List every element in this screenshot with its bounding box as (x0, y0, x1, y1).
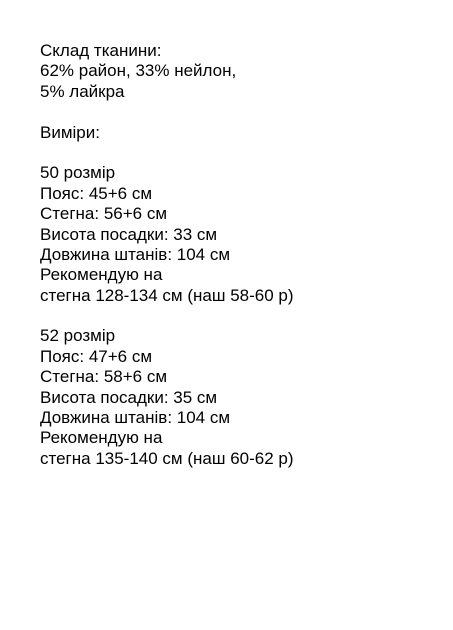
measurements-heading: Виміри: (40, 122, 100, 142)
size-50-recommend-2: стегна 128-134 см (наш 58-60 р) (40, 285, 294, 305)
size-52-rise: Висота посадки: 35 см (40, 387, 218, 407)
size-52-length: Довжина штанів: 104 см (40, 408, 231, 428)
spacer (40, 102, 440, 122)
size-50-length: Довжина штанів: 104 см (40, 244, 231, 264)
size-50-rise: Висота посадки: 33 см (40, 224, 218, 244)
size-52-waist: Пояс: 47+6 см (40, 346, 153, 366)
spacer (40, 143, 440, 163)
size-52-title: 52 розмір (40, 326, 116, 346)
size-50-title: 50 розмір (40, 163, 116, 183)
size-50-hips: Стегна: 56+6 см (40, 204, 168, 224)
composition-line-1: 62% район, 33% нейлон, (40, 61, 237, 81)
size-52-hips: Стегна: 58+6 см (40, 367, 168, 387)
composition-heading: Склад тканини: (40, 41, 162, 60)
size-50-recommend-1: Рекомендую на (40, 265, 163, 285)
size-52-recommend-1: Рекомендую на (40, 428, 163, 448)
spacer (40, 306, 440, 326)
size-52-section (40, 326, 440, 469)
document-body (40, 41, 440, 469)
size-52-recommend-2: стегна 135-140 см (наш 60-62 р) (40, 448, 294, 468)
composition-section (40, 41, 440, 102)
size-50-section (40, 163, 440, 306)
size-50-waist: Пояс: 45+6 см (40, 183, 153, 203)
composition-line-2: 5% лайкра (40, 81, 125, 101)
